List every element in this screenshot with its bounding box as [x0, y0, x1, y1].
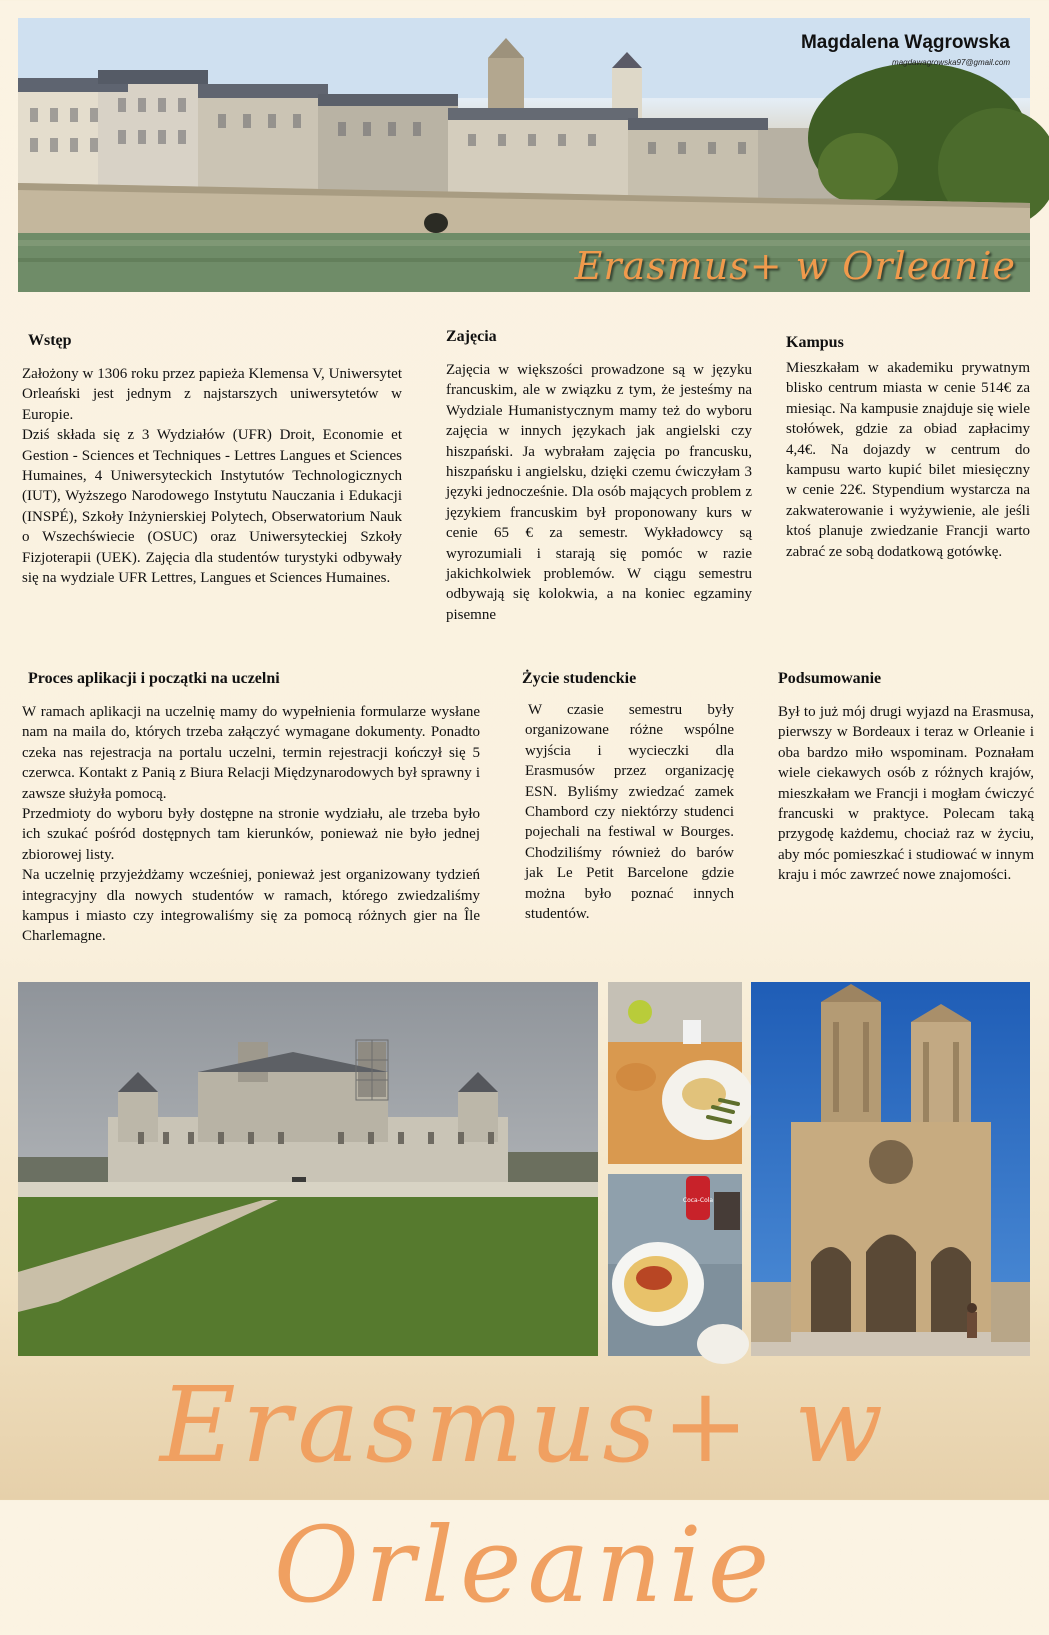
orleans-cathedral-illustration: [751, 982, 1030, 1356]
section-title-podsumowanie: Podsumowanie: [778, 670, 882, 687]
section-title-zycie: Życie studenckie: [522, 670, 637, 687]
section-body-proces: W ramach aplikacji na uczelnię mamy do wypełnienia formularze wysłane nam na maila do, których trzeba załączyć wymagane dokumenty. Ponadto czeka nas rejestracja na portalu uczelni, termin rejestracji kończył się 5 czerwca. Kontakt z Panią z Biura Relacji Międzynarodowych był sprawny i zawsze służyła pomocą. Przedmioty do wyboru były dostępne na stronie wydziału, ale trzeba było ich szukać pośród dostępnych tam kierunków, ponieważ nie było jednej zbiorowej listy. Na uczelnię przyjeżdżamy wcześniej, ponieważ jest organizowany tydzień integracyjny dla nowych studentów w ramach, którego zwiedzaliśmy kampus i miasto czy integrowaliśmy się za pomocą różnych gier na Île Charlemagne.: [22, 704, 480, 945]
photo-canteen-meal-1: [608, 982, 742, 1164]
photo-orleans-cathedral: [751, 982, 1030, 1356]
section-podsumowanie: [778, 670, 1034, 886]
section-body-wstep: Założony w 1306 roku przez papieża Klemensa V, Uniwersytet Orleański jest jednym z najstarszych uniwersytetów w Europie. Dziś składa się z 3 Wydziałów (UFR) Droit, Economie et Gestion - Sciences et Techniques - Lettres Langues et Sciences Humaines, 4 Uniwersyteckich Instytutów Technologicznych (IUT), Wyższego Narodowego Instytutu Nauczania i Edukacji (INSPÉ), Szkoły Inżynierskiej Polytech, Obserwatorium Nauk o Wszechświecie (OSUC) oraz Uniwersyteckiej Szkoły Fizjoterapii (UEK). Zajęcia dla studentów turystyki odbywały się na wydziale UFR Lettres, Langues et Sciences Humaines.: [22, 366, 402, 587]
banner-title: Erasmus+ w Orleanie: [574, 244, 1016, 288]
section-proces: [22, 670, 480, 947]
can-label: Coca-Cola: [682, 1197, 714, 1204]
canteen-meal-1-illustration: [608, 982, 742, 1164]
section-wstep: [22, 332, 402, 588]
header-photo-orleans-riverside: [18, 18, 1030, 292]
footer-title: Erasmus+ w Orleanie: [159, 1364, 890, 1626]
section-title-kampus: Kampus: [786, 334, 844, 351]
section-body-podsumowanie: Był to już mój drugi wyjazd na Erasmusa, pierwszy w Bordeaux i teraz w Orleanie i oba bardzo miło wspominam. Poznałam wiele ciekawych osób z różnych krajów, mieszkałam we Francji i mogłam ćwiczyć francuski w praktyce. Polecam taką przygodę każdemu, chociaż raz w życiu, aby móc pomieszkać i studiować w innym kraju i móc zawrzeć nowe znajomości.: [778, 704, 1034, 884]
section-title-wstep: Wstęp: [28, 332, 72, 349]
section-zycie: [522, 670, 734, 924]
section-title-zajecia: Zajęcia: [446, 328, 497, 345]
section-body-zajecia: Zajęcia w większości prowadzone są w języku francuskim, ale w związku z tym, że jesteśmy na Wydziale Humanistycznym mamy też do wyboru zajęcia w innych językach jak angielski czy hiszpański. Ja wybrałam zajęcia po francusku, hiszpańsku i angielsku, dzięki czemu ćwiczyłam 3 języki jednocześnie. Dla osób mających problem z językiem francuskim był proponowany kurs w cenie 65 € za semestr. Wykładowcy są wyrozumiali i starają się pomóc w razie jakichkolwiek problemów. W ciągu semestru odbywają się kolokwia, a na koniec egzaminy pisemne: [446, 362, 752, 623]
section-kampus: [786, 334, 1030, 562]
section-zajecia: [446, 328, 752, 625]
chambord-castle-illustration: [18, 982, 598, 1356]
section-title-proces: Proces aplikacji i początki na uczelni: [28, 670, 280, 687]
canteen-meal-2-illustration: [608, 1174, 742, 1356]
photo-canteen-meal-2: [608, 1174, 742, 1356]
author-name: Magdalena Wągrowska: [800, 32, 1010, 53]
author-email: magdawagrowska97@gmail.com: [892, 58, 1010, 67]
photo-chambord-castle: [18, 982, 598, 1356]
section-body-kampus: Mieszkałam w akademiku prywatnym blisko centrum miasta w cenie 514€ za miesiąc. Na kampusie znajduje się wiele stołówek, gdzie za obiad zapłacimy 4,4€. Na dojazdy w centrum do kampusu warto kupić bilet miesięczny w cenie 22€. Stypendium wystarcza na zakwaterowanie i wyżywienie, ale jeśli ktoś planuje zwiedzanie Francji warto zabrać ze sobą dodatkową gotówkę.: [786, 360, 1030, 560]
section-body-zycie: W czasie semestru były organizowane różne wspólne wyjścia i wycieczki dla Erasmusów przez organizację ESN. Byliśmy zwiedzać zamek Chambord czy niektórzy studenci pojechali na festiwal w Bourges. Chodziliśmy również do barów jak Le Petit Barcelone gdzie można było poznać innych studentów.: [525, 702, 734, 923]
